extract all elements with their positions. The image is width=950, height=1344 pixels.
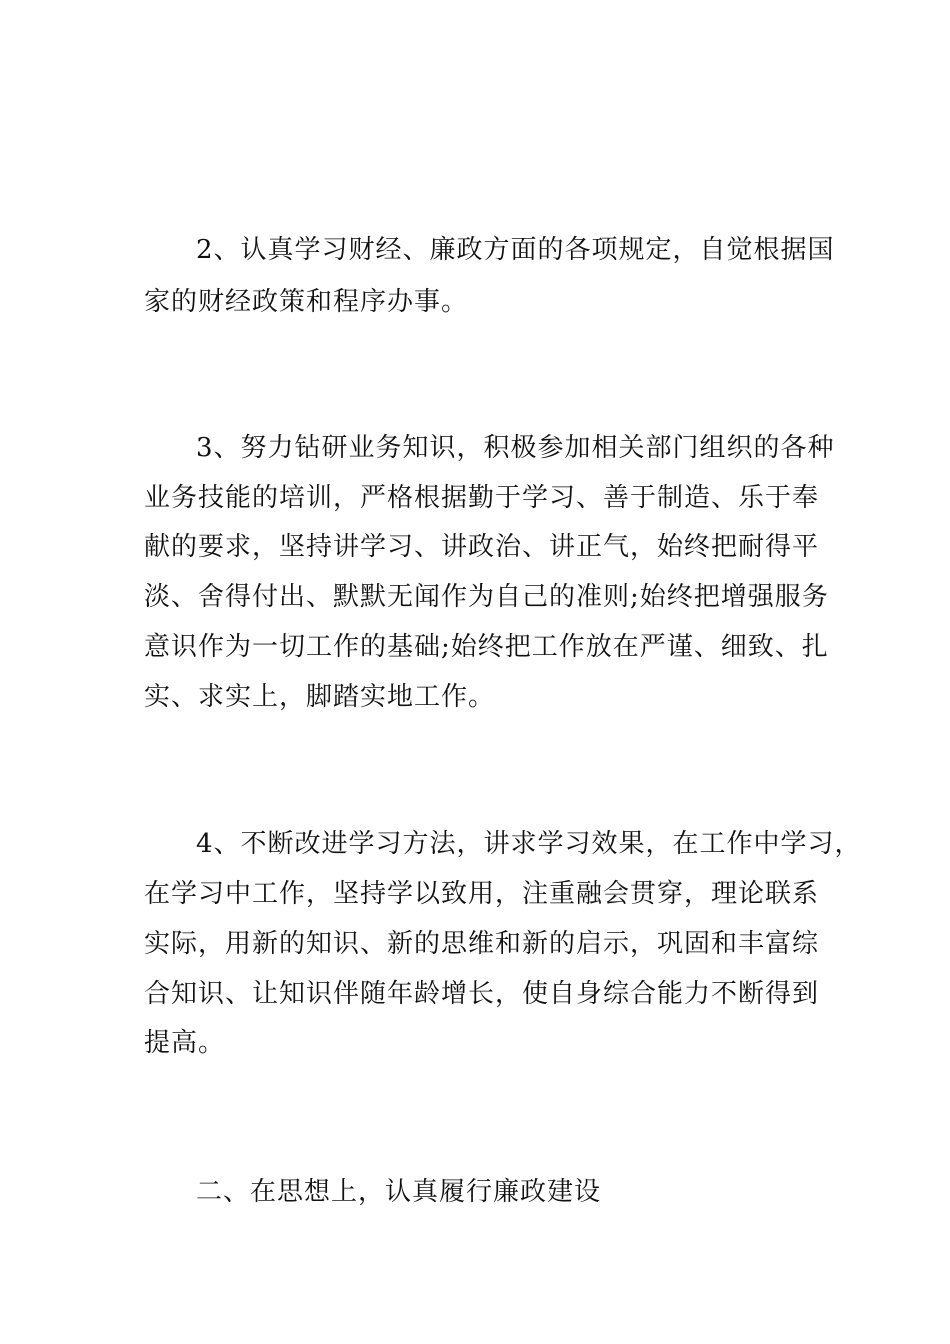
paragraph-line: 淡、舍得付出、默默无闻作为自己的准则;始终把增强服务 bbox=[144, 582, 829, 612]
paragraph-line: 实际，用新的知识、新的思维和新的启示，巩固和丰富综 bbox=[144, 929, 820, 959]
paragraph-line: 合知识、让知识伴随年龄增长，使自身综合能力不断得到 bbox=[144, 979, 820, 1009]
paragraph-line: 2、认真学习财经、廉政方面的各项规定，自觉根据国 bbox=[196, 235, 835, 265]
paragraph-line: 意识作为一切工作的基础;始终把工作放在严谨、细致、扎 bbox=[144, 632, 829, 662]
paragraph-line: 在学习中工作，坚持学以致用，注重融会贯穿，理论联系 bbox=[144, 879, 820, 909]
section-heading-line: 二、在思想上，认真履行廉政建设 bbox=[196, 1177, 602, 1207]
paragraph-line: 3、努力钻研业务知识，积极参加相关部门组织的各种 bbox=[196, 433, 835, 463]
paragraph-line: 献的要求，坚持讲学习、讲政治、讲正气，始终把耐得平 bbox=[144, 532, 820, 562]
paragraph-line: 业务技能的培训，严格根据勤于学习、善于制造、乐于奉 bbox=[144, 483, 820, 513]
paragraph-line: 家的财经政策和程序办事。 bbox=[144, 287, 469, 317]
paragraph-line: 4、不断改进学习方法，讲求学习效果，在工作中学习， bbox=[196, 829, 862, 859]
paragraph-line: 实、求实上，脚踏实地工作。 bbox=[144, 682, 496, 712]
paragraph-line: 提高。 bbox=[144, 1028, 226, 1058]
